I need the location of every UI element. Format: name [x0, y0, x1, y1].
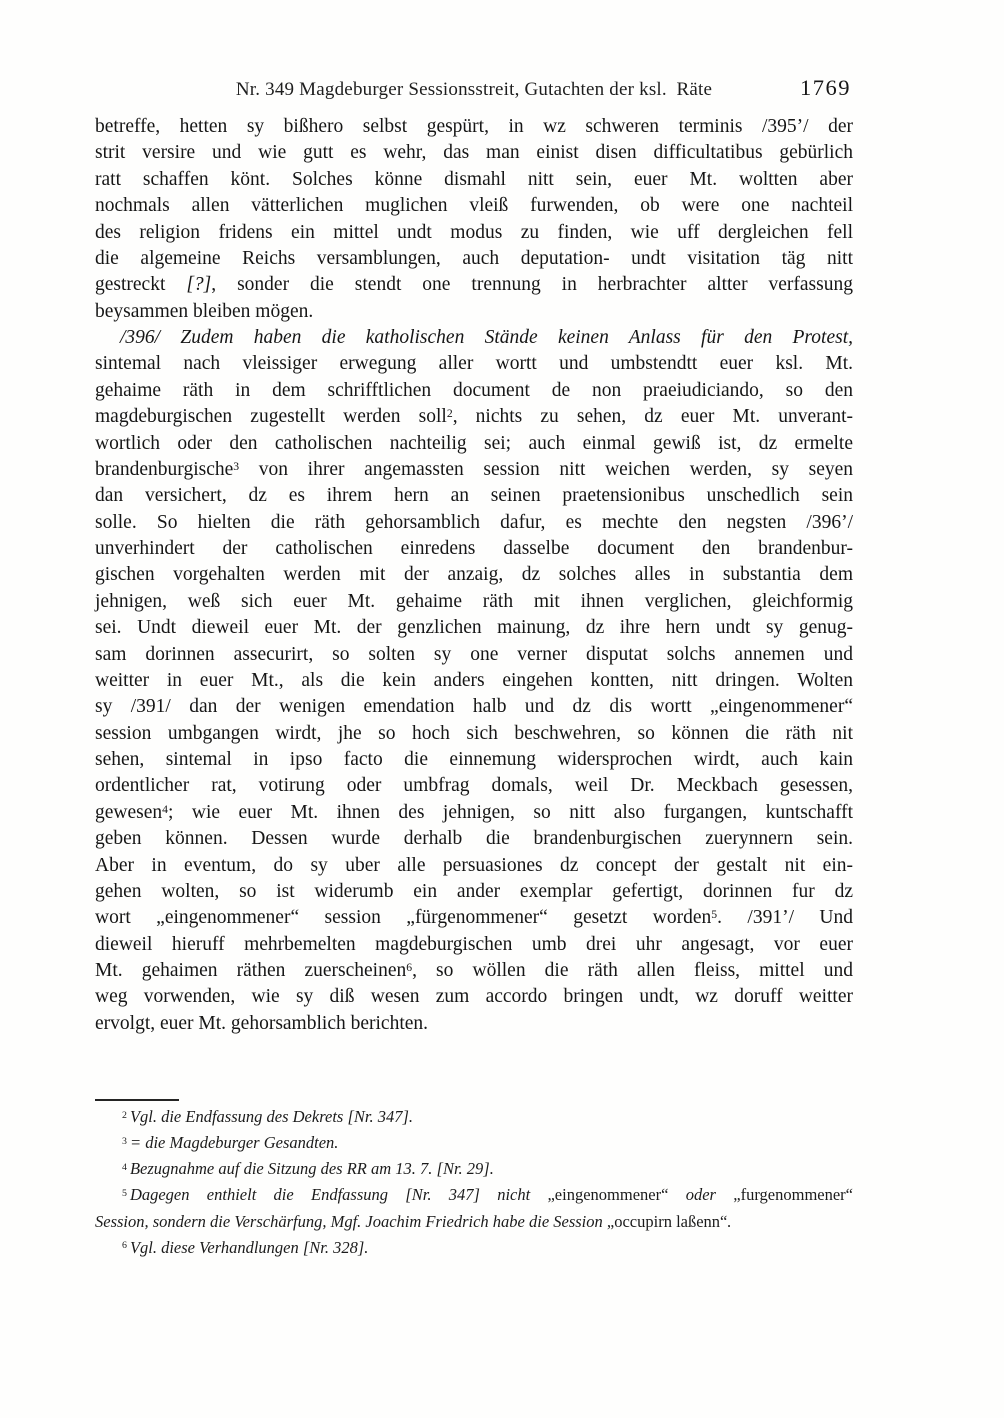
body-line: brandenburgische$^3$ von ihrer angemassten session nitt weichen werden, sy seyen: [95, 458, 853, 480]
body-line: sintemal nach vleissiger erwegung aller wortt und umbstendtt euer ksl. Mt.: [95, 353, 853, 375]
body-line: strit versire und wie gutt es wehr, das man einist disen difficultatibus gebürlich: [95, 142, 853, 164]
body-line: beysammen bleiben mögen.: [95, 300, 314, 322]
body-line: nochmals allen vätterlichen muglichen vleiß furwenden, ob were one nachteil: [95, 195, 853, 217]
page-number: 1769: [800, 75, 851, 100]
body-line: Aber in eventum, do sy uber alle persuasiones dz concept der gestalt nit ein-: [95, 854, 853, 876]
body-line: gehaime räth in dem schrifftlichen document de non praeiudiciando, so den: [95, 379, 853, 401]
body-text: [95, 114, 853, 1037]
body-line: sehen, sintemal in ipso facto die einnemung widersprochen wirdt, auch kain: [95, 749, 853, 770]
body-line: ratt schaffen könt. Solches könne dismahl nitt sein, euer Mt. woltten aber: [95, 168, 853, 190]
body-line: sei. Undt dieweil euer Mt. der genzlichen mainung, dz ihre hern undt sy genug-: [95, 617, 853, 639]
body-line: wort „eingenommener“ session „fürgenommener“ gesetzt worden$^5$. /391’/ Und: [95, 907, 853, 929]
body-line: die algemeine Reichs versamblungen, auch deputation- undt visitation täg nitt: [95, 247, 853, 269]
footnote-line: Session, sondern die Verschärfung, Mgf. Joachim Friedrich habe die Session „occupirn laßenn“.: [95, 1211, 732, 1231]
footnote-line: $^5$ Dagegen enthielt die Endfassung [Nr. 347] nicht „eingenommener“ oder „furgenommener“: [122, 1185, 853, 1205]
body-line: gewesen$^4$; wie euer Mt. ihnen des jehnigen, so nitt also furgangen, kuntschafft: [95, 801, 853, 823]
body-line: wortlich oder den catholischen nachteilig sei; auch einmal gewiß ist, dz ermelte: [95, 432, 853, 454]
footnote-line: $^4$ Bezugnahme auf die Sitzung des RR am 13. 7. [Nr. 29].: [122, 1159, 494, 1179]
footnote-line: $^3$ = die Magdeburger Gesandten.: [122, 1133, 339, 1153]
body-line: des religion fridens ein mittel undt modus zu finden, wie uff dergleichen fell: [95, 221, 853, 243]
body-line: weitter in euer Mt., als die kein anders eingehen kontten, nitt dringen. Wolten: [95, 669, 853, 691]
body-line: weg vorwenden, wie sy diß wesen zum accordo bringen undt, wz doruff weitter: [95, 986, 853, 1008]
body-line: geben können. Dessen wurde derhalb die brandenburgischen zuerynnern sein.: [95, 828, 853, 850]
page-header: [95, 75, 853, 105]
body-line: Mt. gehaimen räthen zuerscheinen$^6$, so wöllen die räth allen fleiss, mittel und: [95, 960, 853, 981]
body-line: betreffe, hetten sy bißhero selbst gespürt, in wz schweren terminis /395’/ der: [95, 116, 853, 137]
body-line: solle. So hielten die räth gehorsamblich dafur, es mechte den negsten /396’/: [95, 511, 853, 533]
body-line: ervolgt, euer Mt. gehorsamblich berichten.: [95, 1012, 429, 1034]
body-line: unverhindert der catholischen einredens dasselbe document den brandenbur-: [95, 538, 853, 559]
running-head: Nr. 349 Magdeburger Sessionsstreit, Gutachten der ksl. Räte: [235, 79, 713, 100]
body-line: gischen vorgehalten werden mit der anzaig, dz solches alles in substantia dem: [95, 564, 853, 586]
body-line: dan versichert, dz es ihrem hern an seinen praetensionibus unschedlich sein: [95, 485, 853, 507]
body-line: dieweil hieruff mehrbemelten magdeburgischen umb drei uhr angesagt, vor euer: [95, 933, 853, 955]
footnote-line: $^2$ Vgl. die Endfassung des Dekrets [Nr. 347].: [122, 1107, 414, 1126]
body-line: jehnigen, weß sich euer Mt. gehaime räth mit ihnen verglichen, gleichformig: [95, 590, 853, 612]
footnote-line: $^6$ Vgl. diese Verhandlungen [Nr. 328].: [122, 1237, 369, 1257]
body-line: gehen wolten, so ist widerumb ein ander exemplar gefertigt, dorinnen fur dz: [95, 880, 853, 902]
body-line: /396/ Zudem haben die katholischen Stände keinen Anlass für den Protest,: [120, 327, 853, 348]
body-line: magdeburgischen zugestellt werden soll$^2$, nichts zu sehen, dz euer Mt. unverant-: [95, 406, 853, 428]
body-line: session umbgangen wirdt, jhe so hoch sich beschwehren, so können die räth nit: [95, 722, 853, 744]
body-line: sy /391/ dan der wenigen emendation halb und dz dis wortt „eingenommener“: [95, 696, 853, 718]
body-line: ordentlicher rat, votirung oder umbfrag domals, weil Dr. Meckbach gesessen,: [95, 775, 853, 797]
body-line: gestreckt [?], sonder die stendt one trennung in herbrachter altter verfassung: [95, 274, 853, 296]
body-line: sam dorinnen assecurirt, so solten sy one verner disputat solchs annemen und: [95, 643, 853, 665]
footnote-separator-rule: [95, 1099, 179, 1101]
footnotes: [95, 1104, 853, 1261]
